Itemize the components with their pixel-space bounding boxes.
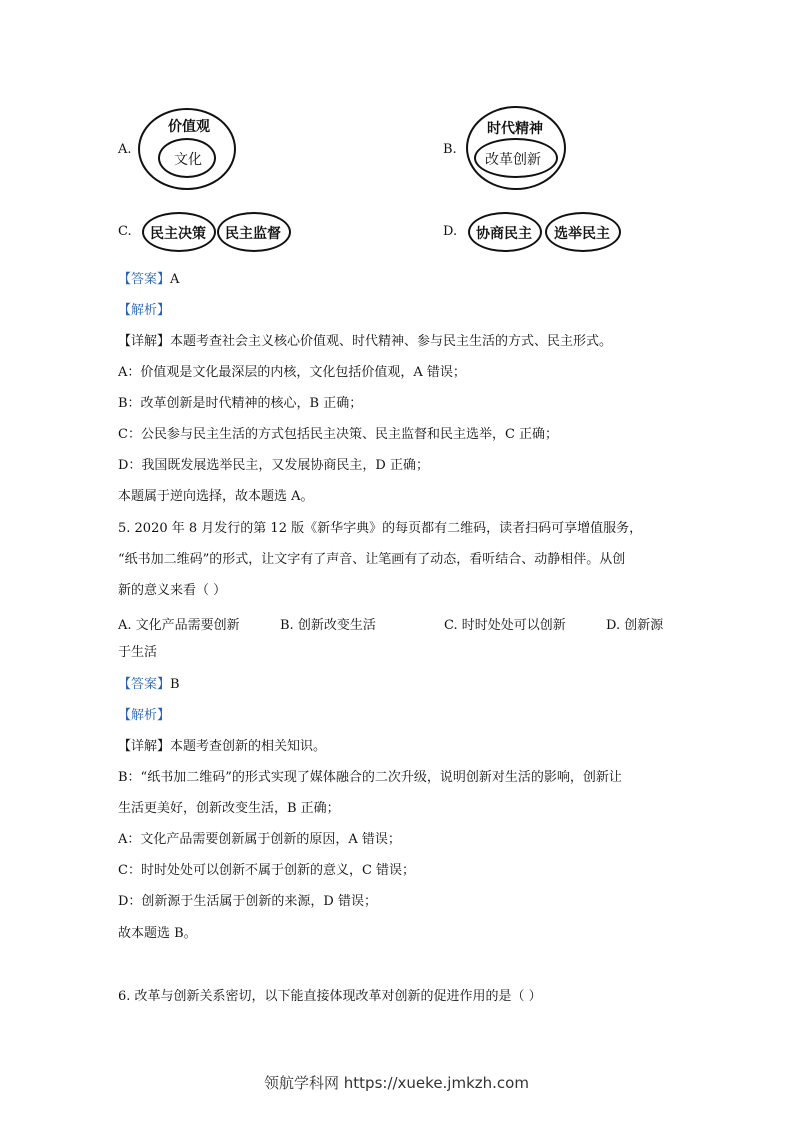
question-stem-line: “纸书加二维码”的形式，让文字有了声音、让笔画有了动态，看听结合、动静相伴。从创 bbox=[118, 552, 626, 567]
detail-tag: 【详解】 bbox=[118, 334, 171, 349]
analysis-text-line: 本题属于逆向选择，故本题选 A。 bbox=[118, 489, 314, 504]
option-b: B. 创新改变生活 bbox=[280, 618, 376, 633]
right-label-c: 民主监督 bbox=[225, 226, 281, 242]
analysis-text-line: B：改革创新是时代精神的核心，B 正确； bbox=[118, 396, 363, 411]
question-stem-line: 6. 改革与创新关系密切，以下能直接体现改革对创新的促进作用的是（ ） bbox=[118, 989, 542, 1004]
left-label-c: 民主决策 bbox=[150, 226, 206, 242]
answer-line bbox=[118, 677, 180, 693]
detail-text: 本题考查社会主义核心价值观、时代精神、参与民主生活的方式、民主形式。 bbox=[170, 334, 613, 349]
detail-text: 本题考查创新的相关知识。 bbox=[170, 739, 327, 754]
inner-label-a: 文化 bbox=[174, 152, 202, 168]
answer-value: A bbox=[170, 272, 180, 287]
outer-label-b: 时代精神 bbox=[487, 121, 543, 137]
option-a: A. 文化产品需要创新 bbox=[118, 618, 240, 633]
option-d-letter: D. bbox=[443, 224, 458, 239]
option-b-letter: B. bbox=[443, 142, 457, 157]
question-stem-line: 新的意义来看（ ） bbox=[118, 583, 227, 598]
detail-line bbox=[118, 739, 326, 755]
analysis-text-line: A：文化产品需要创新属于创新的原因，A 错误； bbox=[118, 832, 401, 847]
footer-watermark: 领航学科网 https://xueke.jmkzh.com bbox=[264, 1074, 529, 1092]
analysis-line bbox=[118, 708, 170, 724]
option-d: D. 创新源 bbox=[606, 618, 664, 633]
right-label-d: 选举民主 bbox=[554, 226, 610, 242]
detail-line bbox=[118, 334, 612, 350]
answer-tag: 【答案】 bbox=[118, 272, 171, 287]
outer-label-a: 价值观 bbox=[168, 119, 210, 135]
analysis-text-line: C：公民参与民主生活的方式包括民主决策、民主监督和民主选举，C 正确； bbox=[118, 427, 559, 442]
option-a-letter: A. bbox=[118, 142, 132, 157]
analysis-text-line: 故本题选 B。 bbox=[118, 926, 197, 941]
inner-label-b: 改革创新 bbox=[485, 152, 541, 168]
answer-line bbox=[118, 272, 179, 288]
analysis-text-line: B：“纸书加二维码”的形式实现了媒体融合的二次升级，说明创新对生活的影响，创新让 bbox=[118, 770, 622, 785]
analysis-tag: 【解析】 bbox=[118, 708, 171, 723]
analysis-text-line: D：创新源于生活属于创新的来源，D 错误； bbox=[118, 894, 377, 909]
answer-tag: 【答案】 bbox=[118, 677, 171, 692]
analysis-tag: 【解析】 bbox=[118, 303, 171, 318]
detail-tag: 【详解】 bbox=[118, 739, 171, 754]
option-wrap-line: 于生活 bbox=[118, 645, 158, 660]
question-stem-line: 5. 2020 年 8 月发行的第 12 版《新华字典》的每页都有二维码，读者扫码可享增值服务， bbox=[118, 521, 643, 536]
analysis-text-line: 生活更美好，创新改变生活，B 正确； bbox=[118, 801, 340, 816]
left-label-d: 协商民主 bbox=[476, 226, 532, 242]
analysis-text-line: D：我国既发展选举民主，又发展协商民主，D 正确； bbox=[118, 458, 429, 473]
analysis-text-line: C：时时处处可以创新不属于创新的意义，C 错误； bbox=[118, 863, 416, 878]
analysis-text-line: A：价值观是文化最深层的内核，文化包括价值观，A 错误； bbox=[118, 365, 466, 380]
analysis-line bbox=[118, 303, 170, 319]
answer-value: B bbox=[170, 677, 180, 692]
option-c-letter: C. bbox=[118, 224, 132, 239]
option-c: C. 时时处处可以创新 bbox=[444, 618, 566, 633]
